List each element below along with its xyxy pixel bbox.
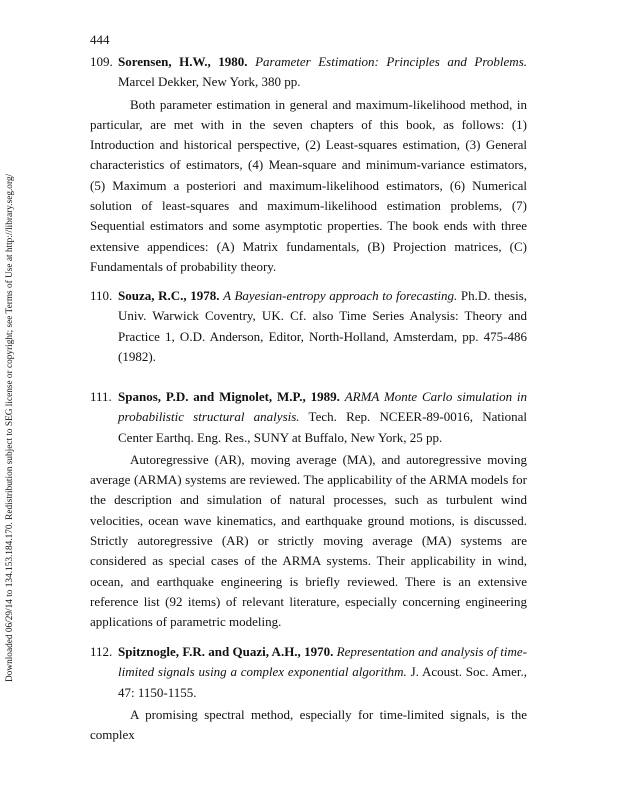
reference-entry-112	[90, 642, 527, 745]
page-number: 444	[90, 32, 110, 47]
reference-number: 109.	[90, 54, 113, 69]
reference-authors: Sorensen, H.W., 1980.	[118, 54, 248, 69]
reference-citation	[90, 387, 527, 448]
reference-abstract: Both parameter estimation in general and maximum-likelihood method, in particular, are met with in the seven chapters of this book, as follows: (1) Introduction and historical perspective, (2) Least-squares estimation, (3) General characteristics of estimators, (4) Mean-square and minimum-variance estimators, (5) Maximum a posteriori and maximum-likelihood estimators, (6) Numerical solution of least-squares and maximum-likelihood estimation problems, (7) Sequential estimators and some asymptotic properties. The book ends with three extensive appendices: (A) Matrix fundamentals, (B) Projection matrices, (C) Fundamentals of probability theory.	[90, 96, 527, 274]
download-notice	[2, 127, 18, 682]
reference-number: 110.	[90, 288, 113, 303]
reference-authors: Spanos, P.D. and Mignolet, M.P., 1989.	[118, 389, 340, 404]
reference-details: Marcel Dekker, New York, 380 pp.	[118, 74, 301, 90]
reference-entry-110	[90, 286, 527, 367]
reference-entry-111	[90, 387, 527, 633]
reference-citation	[90, 642, 527, 703]
reference-title: Representation and analysis of time-limited signals using a complex exponential algorithm.	[118, 644, 527, 680]
reference-details: J. Acoust. Soc. Amer., 47: 1150-1155.	[118, 664, 528, 700]
reference-number: 111.	[90, 389, 112, 404]
reference-title: Parameter Estimation: Principles and Problems.	[255, 54, 528, 69]
reference-authors: Souza, R.C., 1978.	[118, 288, 220, 303]
reference-authors: Spitznogle, F.R. and Quazi, A.H., 1970.	[118, 644, 334, 659]
reference-number: 112.	[90, 644, 113, 659]
reference-abstract: Autoregressive (AR), moving average (MA), and autoregressive moving average (ARMA) systems are reviewed. The applicability of the ARMA models for the description and simulation of natural processes, such as turbulent wind velocities, ocean wave kinematics, and earthquake ground motions, is discussed. Strictly autoregressive (AR) or strictly moving average (MA) systems are considered as special cases of the ARMA systems. Their applicability in wind, ocean, and earthquake engineering is briefly reviewed. There is an extensive reference list (92 items) of relevant literature, especially concerning engineering applications of parametric modeling.	[90, 451, 527, 630]
download-notice-text: Downloaded 06/29/14 to 134.153.184.170. Redistribution subject to SEG license or copyright; see Terms of Use at http://library.seg.org/	[5, 173, 15, 682]
reference-entry-109	[90, 52, 527, 277]
reference-citation	[90, 286, 527, 367]
reference-title: A Bayesian-entropy approach to forecasting.	[223, 288, 458, 303]
reference-abstract: A promising spectral method, especially for time-limited signals, is the complex	[90, 706, 527, 743]
reference-citation	[90, 52, 527, 93]
reference-details: Ph.D. thesis, Univ. Warwick Coventry, UK. Cf. also Time Series Analysis: Theory and Practice 1, O.D. Anderson, Editor, North-Holland, Amsterdam, pp. 475-486 (1982).	[118, 288, 528, 364]
reference-title: ARMA Monte Carlo simulation in probabilistic structural analysis.	[118, 389, 528, 425]
reference-details: Tech. Rep. NCEER-89-0016, National Center Earthq. Eng. Res., SUNY at Buffalo, New York, 25 pp.	[118, 409, 527, 445]
